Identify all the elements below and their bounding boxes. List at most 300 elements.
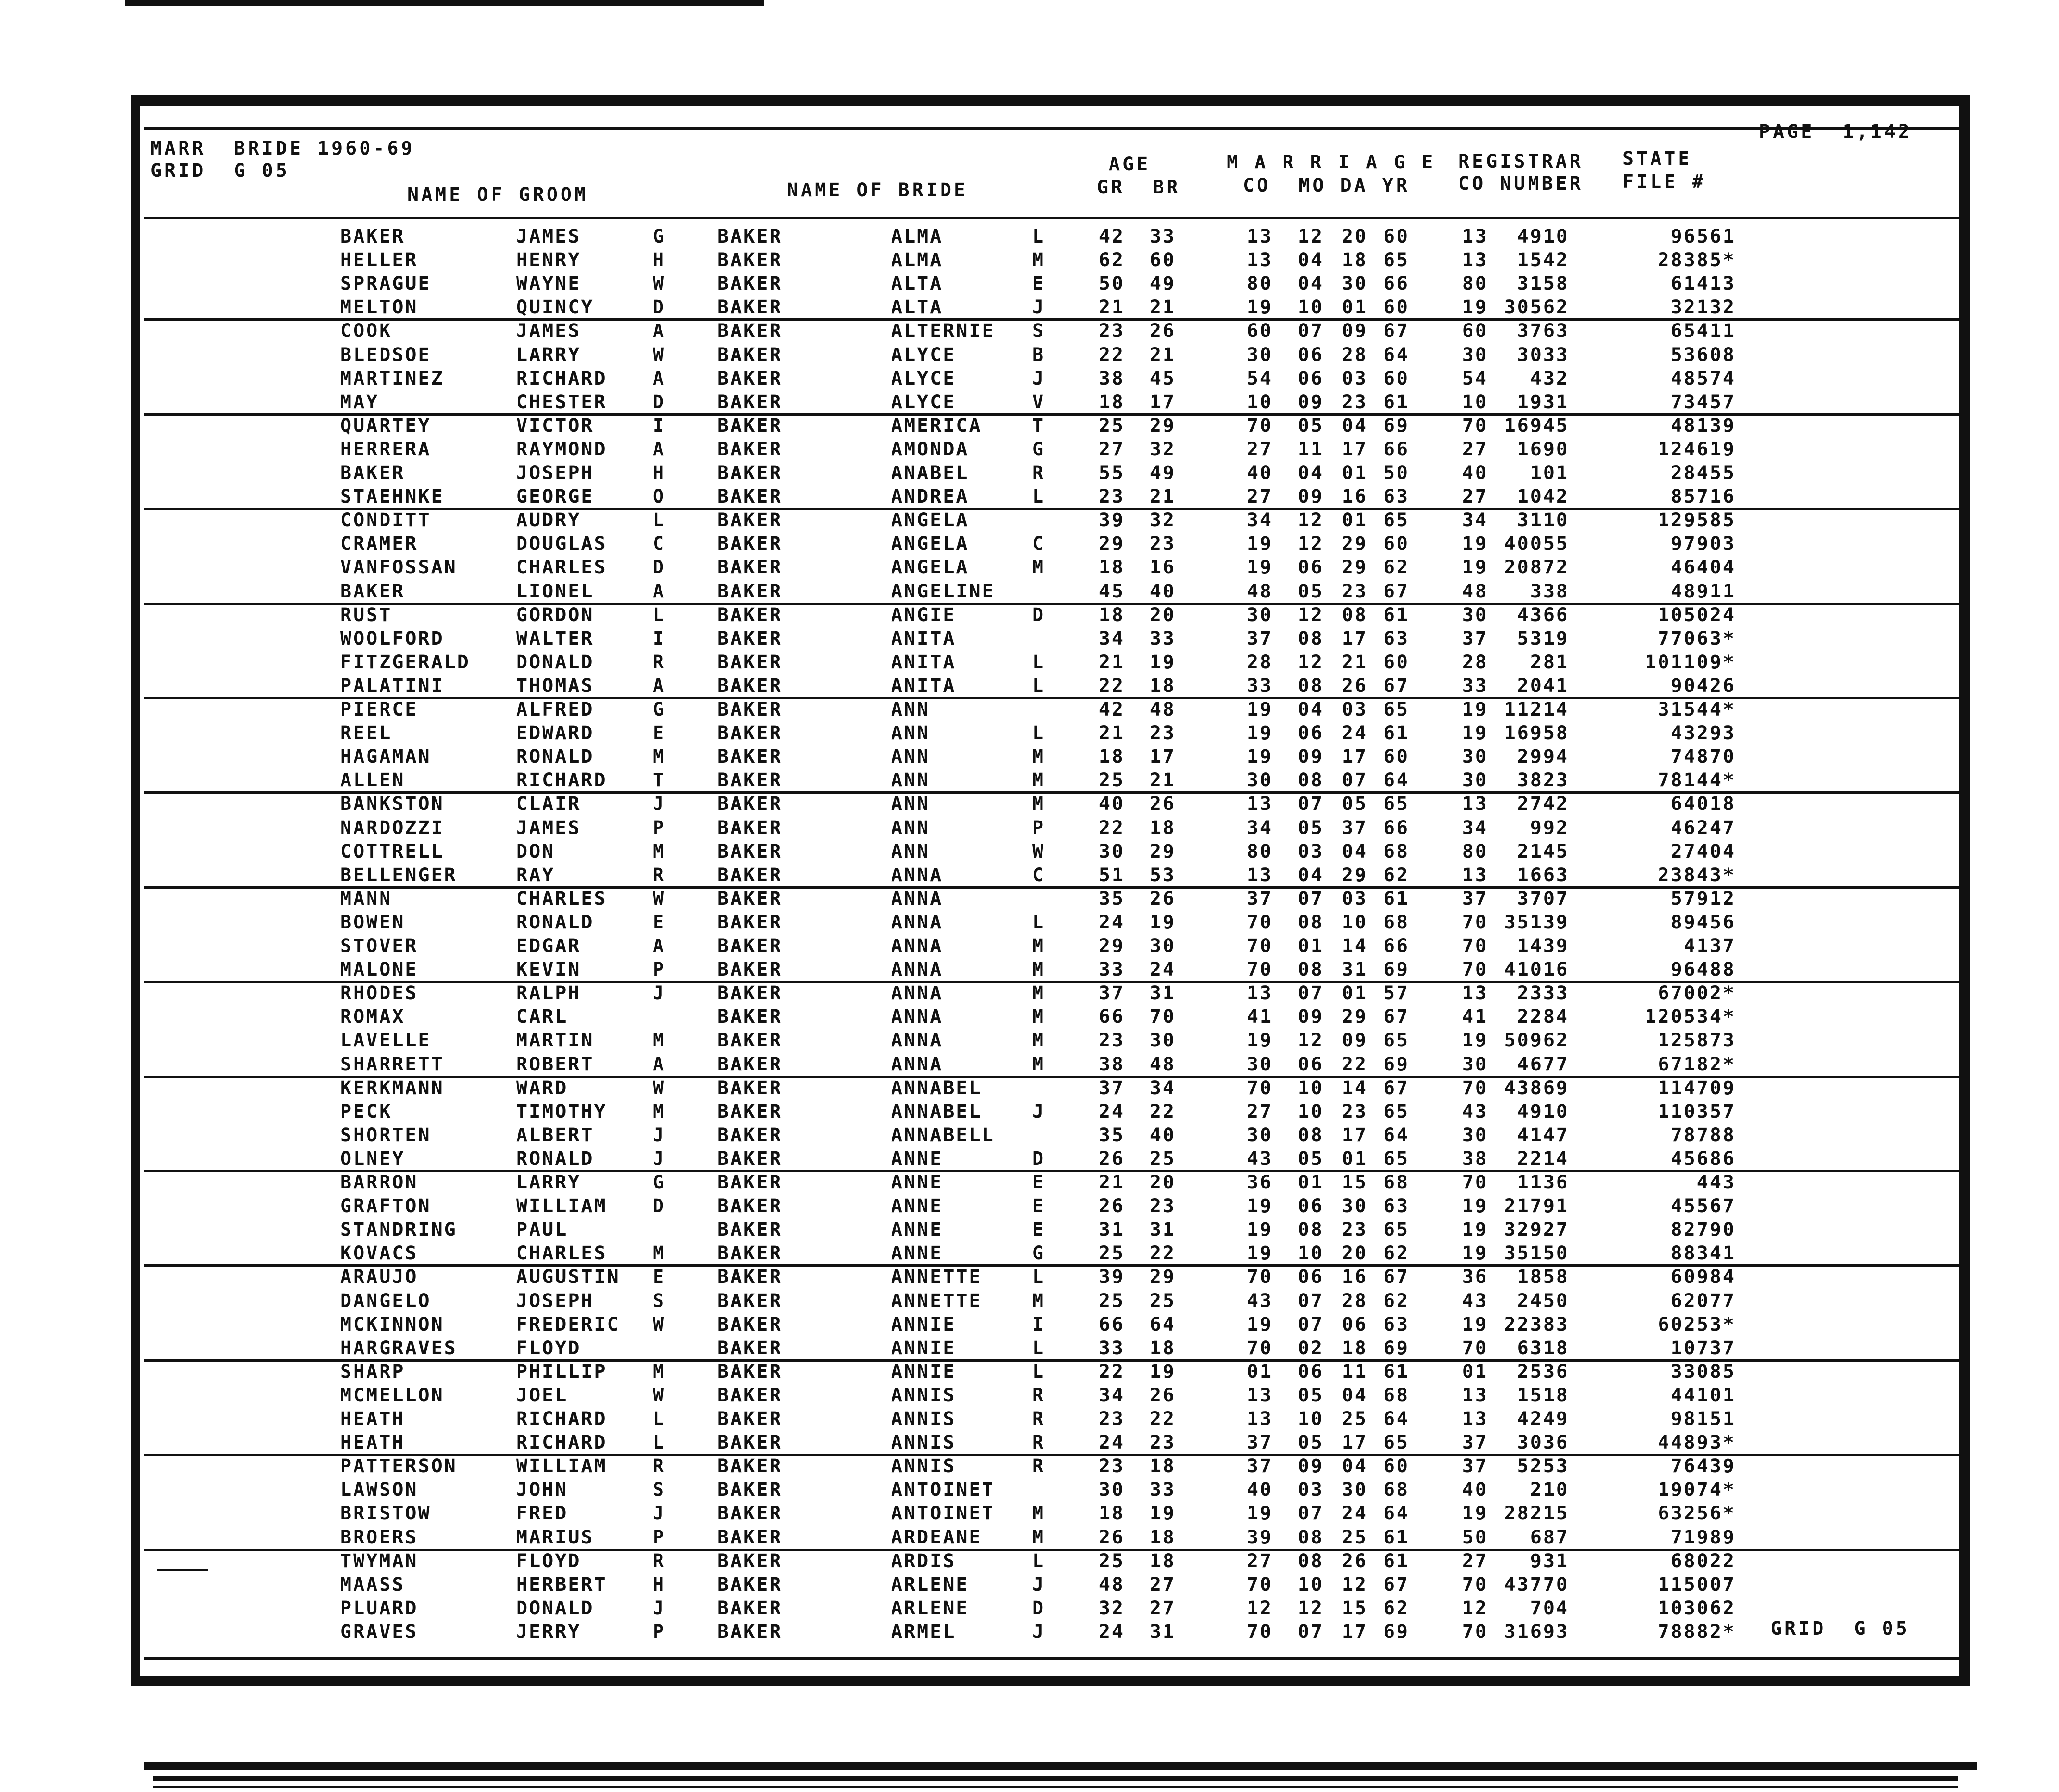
marriage-county: 19 [1247, 1195, 1273, 1217]
groom-surname: FITZGERALD [340, 651, 470, 673]
state-file: 44101 [1671, 1384, 1736, 1406]
registrar-number: 992 [1530, 817, 1569, 839]
table-row [0, 841, 2059, 865]
marriage-county: 48 [1247, 580, 1273, 602]
marriage-day: 22 [1341, 1053, 1368, 1075]
registrar-county: 13 [1462, 864, 1488, 886]
marriage-day: 17 [1341, 628, 1368, 649]
table-row [0, 1219, 2059, 1243]
marriage-county: 54 [1247, 367, 1273, 389]
table-row [0, 1266, 2059, 1290]
marriage-day: 24 [1341, 722, 1368, 744]
marriage-year: 69 [1383, 415, 1410, 436]
marriage-month: 07 [1298, 888, 1324, 909]
marriage-county: 70 [1247, 1266, 1273, 1288]
marriage-county: 41 [1247, 1006, 1273, 1028]
groom-given: WALTER [516, 628, 594, 649]
groom-initial: L [653, 1408, 666, 1430]
groom-given: AUDRY [516, 510, 581, 531]
groom-surname: HEATH [340, 1408, 406, 1430]
marriage-month: 08 [1298, 628, 1324, 649]
marriage-year: 62 [1383, 557, 1410, 579]
marriage-month: 04 [1298, 864, 1324, 886]
registrar-number: 3763 [1517, 320, 1569, 342]
marriage-month: 08 [1298, 911, 1324, 933]
age-groom: 25 [1098, 1243, 1125, 1264]
marriage-month: 07 [1298, 320, 1324, 342]
registrar-number: 931 [1530, 1550, 1569, 1572]
bride-surname: BAKER [718, 793, 783, 815]
age-bride: 22 [1149, 1243, 1176, 1264]
age-bride: 29 [1149, 840, 1176, 862]
marriage-day: 15 [1341, 1172, 1368, 1193]
marriage-year: 67 [1383, 580, 1410, 602]
state-file: 23843* [1658, 864, 1736, 886]
age-bride: 31 [1149, 983, 1176, 1004]
registrar-county: 27 [1462, 438, 1488, 460]
age-bride: 29 [1149, 1266, 1176, 1288]
marriage-day: 04 [1341, 840, 1368, 862]
bride-given: ANNABEL [891, 1077, 982, 1099]
bride-initial: J [1032, 1574, 1046, 1595]
registrar-number: 1542 [1517, 249, 1569, 271]
marriage-day: 18 [1341, 249, 1368, 271]
marriage-county: 27 [1247, 1550, 1273, 1572]
groom-surname: CRAMER [340, 533, 418, 555]
state-file: 46247 [1671, 817, 1736, 839]
groom-initial: M [653, 746, 666, 768]
age-groom: 24 [1098, 1101, 1125, 1122]
marriage-year: 65 [1383, 1030, 1410, 1052]
age-groom: 18 [1098, 604, 1125, 626]
marriage-month: 07 [1298, 983, 1324, 1004]
bride-given: ANNE [891, 1243, 943, 1264]
marriage-county: 80 [1247, 273, 1273, 295]
bride-surname: BAKER [718, 415, 783, 436]
bride-initial: L [1032, 1361, 1046, 1382]
marriage-month: 07 [1298, 793, 1324, 815]
marriage-month: 06 [1298, 344, 1324, 366]
marriage-day: 28 [1341, 1290, 1368, 1312]
groom-given: EDGAR [516, 935, 581, 957]
groom-initial: P [653, 1621, 666, 1643]
bride-initial: J [1032, 1621, 1046, 1643]
age-groom: 21 [1098, 1172, 1125, 1193]
groom-surname: PATTERSON [340, 1456, 457, 1477]
age-groom: 25 [1098, 1550, 1125, 1572]
bride-surname: BAKER [718, 1503, 783, 1524]
bride-given: ANNA [891, 983, 943, 1004]
groom-surname: MAY [340, 391, 380, 413]
registrar-number: 687 [1530, 1526, 1569, 1548]
groom-initial: L [653, 1432, 666, 1454]
registrar-county: 48 [1462, 580, 1488, 602]
groom-initial: P [653, 1526, 666, 1548]
groom-given: RALPH [516, 983, 581, 1004]
footer-grid-label: GRID G 05 [1771, 1618, 1910, 1639]
marriage-county: 30 [1247, 1124, 1273, 1146]
state-file: 77063* [1658, 628, 1736, 649]
bride-initial: M [1032, 557, 1046, 579]
marriage-county: 13 [1247, 226, 1273, 247]
state-file: 67182* [1658, 1053, 1736, 1075]
groom-given: RONALD [516, 1148, 594, 1170]
bride-surname: BAKER [718, 1313, 783, 1335]
groom-surname: MAASS [340, 1574, 406, 1595]
age-groom: 23 [1098, 1456, 1125, 1477]
marriage-county: 43 [1247, 1148, 1273, 1170]
marriage-month: 06 [1298, 1053, 1324, 1075]
next-page-edge-rule [153, 1776, 1958, 1781]
bride-surname: BAKER [718, 1526, 783, 1548]
bride-given: ALMA [891, 226, 943, 247]
groom-given: JOHN [516, 1479, 568, 1501]
age-bride: 32 [1149, 438, 1176, 460]
marriage-month: 10 [1298, 1077, 1324, 1099]
bride-surname: BAKER [718, 888, 783, 909]
table-row [0, 226, 2059, 249]
groom-column-header: NAME OF GROOM [407, 184, 589, 205]
groom-surname: HARGRAVES [340, 1337, 457, 1359]
marriage-day: 23 [1341, 1101, 1368, 1122]
bride-initial: E [1032, 1219, 1046, 1241]
age-groom: 26 [1098, 1148, 1125, 1170]
registrar-county: 19 [1462, 1195, 1488, 1217]
bride-given: ANNA [891, 1030, 943, 1052]
registrar-county: 40 [1462, 462, 1488, 484]
state-file: 65411 [1671, 320, 1736, 342]
groom-initial: A [653, 438, 666, 460]
age-groom: 18 [1098, 391, 1125, 413]
marriage-day: 26 [1341, 1550, 1368, 1572]
age-bride: 45 [1149, 367, 1176, 389]
marriage-month: 10 [1298, 1408, 1324, 1430]
table-row [0, 699, 2059, 722]
marriage-year: 50 [1383, 462, 1410, 484]
groom-given: QUINCY [516, 297, 594, 318]
groom-given: GEORGE [516, 486, 594, 508]
age-groom: 21 [1098, 722, 1125, 744]
bride-given: ANN [891, 699, 930, 720]
groom-initial: H [653, 249, 666, 271]
table-row [0, 817, 2059, 841]
marriage-year: 67 [1383, 1006, 1410, 1028]
groom-surname: TWYMAN [340, 1550, 418, 1572]
table-row [0, 1503, 2059, 1526]
groom-initial: M [653, 1101, 666, 1122]
bride-surname: BAKER [718, 1574, 783, 1595]
bride-given: ANN [891, 746, 930, 768]
table-row [0, 983, 2059, 1006]
bride-given: ANNIS [891, 1408, 956, 1430]
marriage-county: 37 [1247, 888, 1273, 909]
marriage-year: 67 [1383, 1266, 1410, 1288]
registrar-number: 210 [1530, 1479, 1569, 1501]
marriage-month: 05 [1298, 415, 1324, 436]
bride-given: ANN [891, 770, 930, 791]
marriage-county: 34 [1247, 510, 1273, 531]
marriage-day: 03 [1341, 888, 1368, 909]
bride-surname: BAKER [718, 675, 783, 697]
groom-initial: W [653, 273, 666, 295]
age-bride: 23 [1149, 722, 1176, 744]
registrar-county: 70 [1462, 415, 1488, 436]
state-file: 28385* [1658, 249, 1736, 271]
groom-given: JAMES [516, 817, 581, 839]
marriage-day: 07 [1341, 770, 1368, 791]
doc-title: MARR BRIDE 1960-69 [150, 138, 415, 159]
marriage-header: M A R R I A G E [1227, 152, 1436, 173]
table-row [0, 1125, 2059, 1148]
groom-surname: PLUARD [340, 1597, 418, 1619]
marriage-month: 01 [1298, 1172, 1324, 1193]
age-bride: 25 [1149, 1148, 1176, 1170]
bride-given: ANNE [891, 1172, 943, 1193]
groom-initial: A [653, 367, 666, 389]
state-file: 44893* [1658, 1432, 1736, 1454]
bride-given: ANNE [891, 1219, 943, 1241]
registrar-county: 50 [1462, 1526, 1488, 1548]
bride-surname: BAKER [718, 911, 783, 933]
table-row [0, 865, 2059, 888]
registrar-county: 19 [1462, 557, 1488, 579]
groom-given: RONALD [516, 746, 594, 768]
marriage-year: 66 [1383, 935, 1410, 957]
age-groom: 29 [1098, 533, 1125, 555]
age-bride: 33 [1149, 628, 1176, 649]
groom-initial: H [653, 462, 666, 484]
groom-surname: PALATINI [340, 675, 444, 697]
marriage-year: 65 [1383, 249, 1410, 271]
bride-initial: L [1032, 1550, 1046, 1572]
registrar-county: 13 [1462, 1408, 1488, 1430]
marriage-county: 19 [1247, 699, 1273, 720]
marriage-year: 69 [1383, 1621, 1410, 1643]
state-file: 10737 [1671, 1337, 1736, 1359]
bride-surname: BAKER [718, 533, 783, 555]
marriage-month: 03 [1298, 840, 1324, 862]
frame-inner-bottom-rule [144, 1657, 1959, 1660]
groom-given: RAYMOND [516, 438, 607, 460]
marriage-county: 30 [1247, 344, 1273, 366]
age-groom: 25 [1098, 415, 1125, 436]
table-row [0, 1598, 2059, 1621]
marriage-year: 60 [1383, 533, 1410, 555]
marriage-county: 19 [1247, 1313, 1273, 1335]
bride-surname: BAKER [718, 1432, 783, 1454]
groom-surname: QUARTEY [340, 415, 431, 436]
marriage-county: 30 [1247, 1053, 1273, 1075]
groom-given: CARL [516, 1006, 568, 1028]
bride-surname: BAKER [718, 580, 783, 602]
registrar-number: 2536 [1517, 1361, 1569, 1382]
registrar-county: 28 [1462, 651, 1488, 673]
marriage-month: 12 [1298, 1030, 1324, 1052]
marriage-county: 80 [1247, 840, 1273, 862]
age-bride: 31 [1149, 1621, 1176, 1643]
marriage-day: 04 [1341, 415, 1368, 436]
marriage-month: 04 [1298, 249, 1324, 271]
marriage-month: 09 [1298, 746, 1324, 768]
groom-surname: MARTINEZ [340, 367, 444, 389]
registrar-county: 01 [1462, 1361, 1488, 1382]
state-file: 64018 [1671, 793, 1736, 815]
registrar-county: 54 [1462, 367, 1488, 389]
bride-surname: BAKER [718, 1361, 783, 1382]
groom-surname: HAGAMAN [340, 746, 431, 768]
marriage-year: 61 [1383, 1550, 1410, 1572]
groom-initial: O [653, 486, 666, 508]
bride-given: ANN [891, 817, 930, 839]
groom-initial: T [653, 770, 666, 791]
marriage-day: 31 [1341, 959, 1368, 981]
marriage-year: 62 [1383, 864, 1410, 886]
groom-surname: BRISTOW [340, 1503, 431, 1524]
bride-given: ARLENE [891, 1597, 969, 1619]
registrar-number: 4366 [1517, 604, 1569, 626]
marriage-county: 70 [1247, 1077, 1273, 1099]
groom-given: ALBERT [516, 1124, 594, 1146]
age-bride: 16 [1149, 557, 1176, 579]
bride-initial: J [1032, 297, 1046, 318]
table-row [0, 1456, 2059, 1479]
groom-surname: LAWSON [340, 1479, 418, 1501]
table-row [0, 510, 2059, 533]
marriage-year: 68 [1383, 1384, 1410, 1406]
marriage-county: 30 [1247, 770, 1273, 791]
marriage-year: 67 [1383, 675, 1410, 697]
marriage-day: 24 [1341, 1503, 1368, 1524]
table-row [0, 1243, 2059, 1266]
state-file: 43293 [1671, 722, 1736, 744]
marriage-day: 04 [1341, 1456, 1368, 1477]
groom-given: WILLIAM [516, 1195, 607, 1217]
marriage-day: 29 [1341, 533, 1368, 555]
marriage-year: 69 [1383, 1337, 1410, 1359]
bride-given: ANNA [891, 1006, 943, 1028]
registrar-county: 33 [1462, 675, 1488, 697]
bride-initial: M [1032, 249, 1046, 271]
registrar-number: 2284 [1517, 1006, 1569, 1028]
bride-given: ANNETTE [891, 1290, 982, 1312]
bride-given: ALYCE [891, 367, 956, 389]
age-bride: 31 [1149, 1219, 1176, 1241]
marriage-county: 70 [1247, 935, 1273, 957]
age-bride: 19 [1149, 1361, 1176, 1382]
marriage-day: 28 [1341, 344, 1368, 366]
marriage-year: 62 [1383, 1243, 1410, 1264]
groom-surname: GRAVES [340, 1621, 418, 1643]
state-file: 101109* [1645, 651, 1736, 673]
state-file: 88341 [1671, 1243, 1736, 1264]
marriage-month: 05 [1298, 1432, 1324, 1454]
groom-given: CHARLES [516, 888, 607, 909]
marriage-month: 05 [1298, 817, 1324, 839]
state-file: 98151 [1671, 1408, 1736, 1430]
bride-initial: M [1032, 1503, 1046, 1524]
groom-given: GORDON [516, 604, 594, 626]
groom-surname: LAVELLE [340, 1030, 431, 1052]
marriage-day: 15 [1341, 1597, 1368, 1619]
state-file: 48139 [1671, 415, 1736, 436]
groom-surname: BLEDSOE [340, 344, 431, 366]
marriage-year: 61 [1383, 1361, 1410, 1382]
marriage-day: 25 [1341, 1526, 1368, 1548]
groom-initial: L [653, 604, 666, 626]
table-row [0, 770, 2059, 793]
age-groom: 50 [1098, 273, 1125, 295]
marriage-month: 12 [1298, 226, 1324, 247]
bride-surname: BAKER [718, 746, 783, 768]
registrar-number: 6318 [1517, 1337, 1569, 1359]
groom-initial: E [653, 911, 666, 933]
groom-surname: ROMAX [340, 1006, 406, 1028]
groom-surname: COOK [340, 320, 393, 342]
bride-surname: BAKER [718, 1597, 783, 1619]
marriage-county: 33 [1247, 675, 1273, 697]
bride-surname: BAKER [718, 1030, 783, 1052]
groom-given: FRED [516, 1503, 568, 1524]
age-bride: 23 [1149, 533, 1176, 555]
age-groom: 23 [1098, 1030, 1125, 1052]
registrar-number: 3033 [1517, 344, 1569, 366]
registrar-number: 50962 [1504, 1030, 1569, 1052]
marriage-month: 09 [1298, 486, 1324, 508]
bride-surname: BAKER [718, 699, 783, 720]
registrar-county: 30 [1462, 746, 1488, 768]
groom-initial: G [653, 699, 666, 720]
bride-given: ALYCE [891, 344, 956, 366]
bride-surname: BAKER [718, 1479, 783, 1501]
state-file: 57912 [1671, 888, 1736, 909]
marriage-year: 66 [1383, 817, 1410, 839]
marriage-year: 61 [1383, 1526, 1410, 1548]
marriage-day: 29 [1341, 557, 1368, 579]
registrar-number: 22383 [1504, 1313, 1569, 1335]
registrar-number: 21791 [1504, 1195, 1569, 1217]
groom-given: LIONEL [516, 580, 594, 602]
state-file: 76439 [1671, 1456, 1736, 1477]
registrar-number: 3110 [1517, 510, 1569, 531]
bride-surname: BAKER [718, 959, 783, 981]
marriage-year: 65 [1383, 1219, 1410, 1241]
age-bride: 19 [1149, 651, 1176, 673]
registrar-number: 4910 [1517, 226, 1569, 247]
groom-given: RICHARD [516, 770, 607, 791]
registrar-number: 2450 [1517, 1290, 1569, 1312]
registrar-county: 70 [1462, 1077, 1488, 1099]
groom-given: THOMAS [516, 675, 594, 697]
marriage-day: 26 [1341, 675, 1368, 697]
table-row [0, 1148, 2059, 1172]
age-groom: 22 [1098, 344, 1125, 366]
groom-surname: MELTON [340, 297, 418, 318]
bride-given: ANNIE [891, 1313, 956, 1335]
groom-given: FLOYD [516, 1550, 581, 1572]
age-groom: 42 [1098, 226, 1125, 247]
marriage-month: 04 [1298, 462, 1324, 484]
registrar-number: 43869 [1504, 1077, 1569, 1099]
bride-given: ANNA [891, 935, 943, 957]
age-bride: 24 [1149, 959, 1176, 981]
age-groom: 22 [1098, 1361, 1125, 1382]
marriage-year: 69 [1383, 959, 1410, 981]
groom-surname: BAKER [340, 580, 406, 602]
age-bride: 19 [1149, 911, 1176, 933]
state-file: 82790 [1671, 1219, 1736, 1241]
table-row [0, 1550, 2059, 1574]
marriage-month: 12 [1298, 1597, 1324, 1619]
